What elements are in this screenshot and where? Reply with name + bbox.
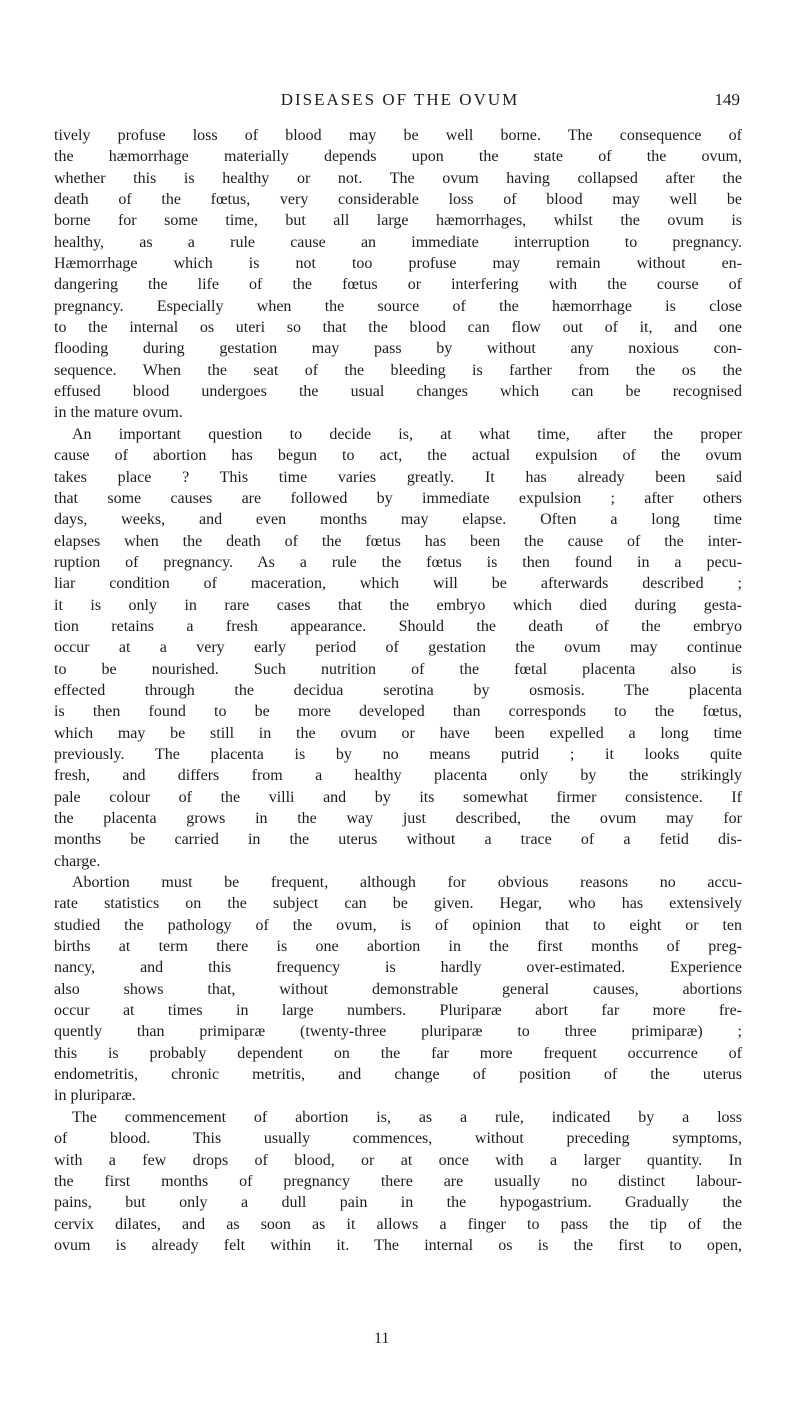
text-line: occur at times in large numbers. Pluriparæ abort far more fre- (54, 1002, 742, 1020)
text-line: effused blood undergoes the usual changes which can be recognised (54, 383, 742, 401)
text-line: sequence. When the seat of the bleeding is farther from the os the (54, 361, 742, 379)
text-line: the first months of pregnancy there are usually no distinct labour- (54, 1172, 742, 1190)
text-line: healthy, as a rule cause an immediate interruption to pregnancy. (54, 233, 742, 251)
text-line: The commencement of abortion is, as a rule, indicated by a loss (72, 1108, 742, 1126)
text-line: cervix dilates, and as soon as it allows a finger to pass the tip of the (54, 1215, 742, 1233)
text-line: which may be still in the ovum or have been expelled a long time (54, 724, 742, 742)
running-title: DISEASES OF THE OVUM (280, 90, 520, 109)
text-line: days, weeks, and even months may elapse. Often a long time (54, 511, 742, 529)
page-header (0, 90, 800, 114)
page-number: 149 (714, 90, 740, 109)
text-line: liar condition of maceration, which will be afterwards described ; (54, 575, 742, 593)
text-line: the hæmorrhage materially depends upon the state of the ovum, (54, 148, 742, 166)
text-line: An important question to decide is, at what time, after the proper (72, 425, 742, 443)
text-line: Hæmorrhage which is not too profuse may remain without en- (54, 255, 742, 273)
text-line: is then found to be more developed than corresponds to the fœtus, (54, 703, 742, 721)
text-line: studied the pathology of the ovum, is of opinion that to eight or ten (54, 916, 742, 934)
printer-signature-mark: 11 (374, 1330, 390, 1347)
text-line: pains, but only a dull pain in the hypogastrium. Gradually the (54, 1194, 742, 1212)
text-line: the placenta grows in the way just described, the ovum may for (54, 810, 742, 827)
text-line: it is only in rare cases that the embryo which died during gesta- (54, 596, 742, 614)
text-line: births at term there is one abortion in the first months of preg- (54, 938, 742, 956)
text-line: months be carried in the uterus without a trace of a fetid dis- (54, 831, 742, 849)
text-line: borne for some time, but all large hæmorrhages, whilst the ovum is (54, 212, 742, 230)
text-line: death of the fœtus, very considerable loss of blood may well be (54, 191, 742, 209)
text-line: to the internal os uteri so that the blood can flow out of it, and one (54, 319, 742, 337)
text-line: endometritis, chronic metritis, and change of position of the uterus (54, 1066, 742, 1084)
text-line: tively profuse loss of blood may be well borne. The consequence of (54, 127, 742, 144)
text-line: rate statistics on the subject can be given. Hegar, who has extensively (54, 895, 742, 913)
text-line: cause of abortion has begun to act, the actual expulsion of the ovum (54, 447, 742, 465)
text-line: to be nourished. Such nutrition of the fœtal placenta also is (54, 660, 742, 678)
text-line: ovum is already felt within it. The internal os is the first to open, (54, 1236, 742, 1254)
text-line: fresh, and differs from a healthy placenta only by the strikingly (54, 767, 742, 785)
text-line: ruption of pregnancy. As a rule the fœtus is then found in a pecu- (54, 553, 742, 571)
text-line: previously. The placenta is by no means putrid ; it looks quite (54, 745, 742, 763)
text-line: nancy, and this frequency is hardly over-estimated. Experience (54, 959, 742, 977)
text-line: pale colour of the villi and by its somewhat firmer consistence. If (54, 788, 742, 806)
body-text (54, 125, 742, 1256)
text-line: takes place ? This time varies greatly. It has already been said (54, 468, 742, 486)
text-line: in the mature ovum. (54, 404, 183, 422)
text-line: with a few drops of blood, or at once with a larger quantity. In (54, 1151, 742, 1169)
text-line: elapses when the death of the fœtus has been the cause of the inter- (54, 532, 742, 550)
text-line: pregnancy. Especially when the source of the hæmorrhage is close (54, 297, 742, 315)
text-line: Abortion must be frequent, although for obvious reasons no accu- (72, 874, 742, 892)
text-line: flooding during gestation may pass by without any noxious con- (54, 340, 742, 358)
text-line: also shows that, without demonstrable general causes, abortions (54, 980, 742, 998)
text-line: tion retains a fresh appearance. Should the death of the embryo (54, 617, 742, 635)
text-line: effected through the decidua serotina by osmosis. The placenta (54, 681, 742, 699)
text-line: quently than primiparæ (twenty-three pluriparæ to three primiparæ) ; (54, 1023, 742, 1041)
text-line: whether this is healthy or not. The ovum having collapsed after the (54, 169, 742, 187)
text-line: occur at a very early period of gestation the ovum may continue (54, 639, 742, 657)
text-line: that some causes are followed by immediate expulsion ; after others (54, 489, 742, 507)
text-line: charge. (54, 852, 101, 870)
text-line: of blood. This usually commences, without preceding symptoms, (54, 1130, 742, 1148)
text-line: dangering the life of the fœtus or interfering with the course of (54, 276, 742, 294)
text-line: this is probably dependent on the far more frequent occurrence of (54, 1044, 742, 1062)
text-line: in pluriparæ. (54, 1087, 136, 1105)
